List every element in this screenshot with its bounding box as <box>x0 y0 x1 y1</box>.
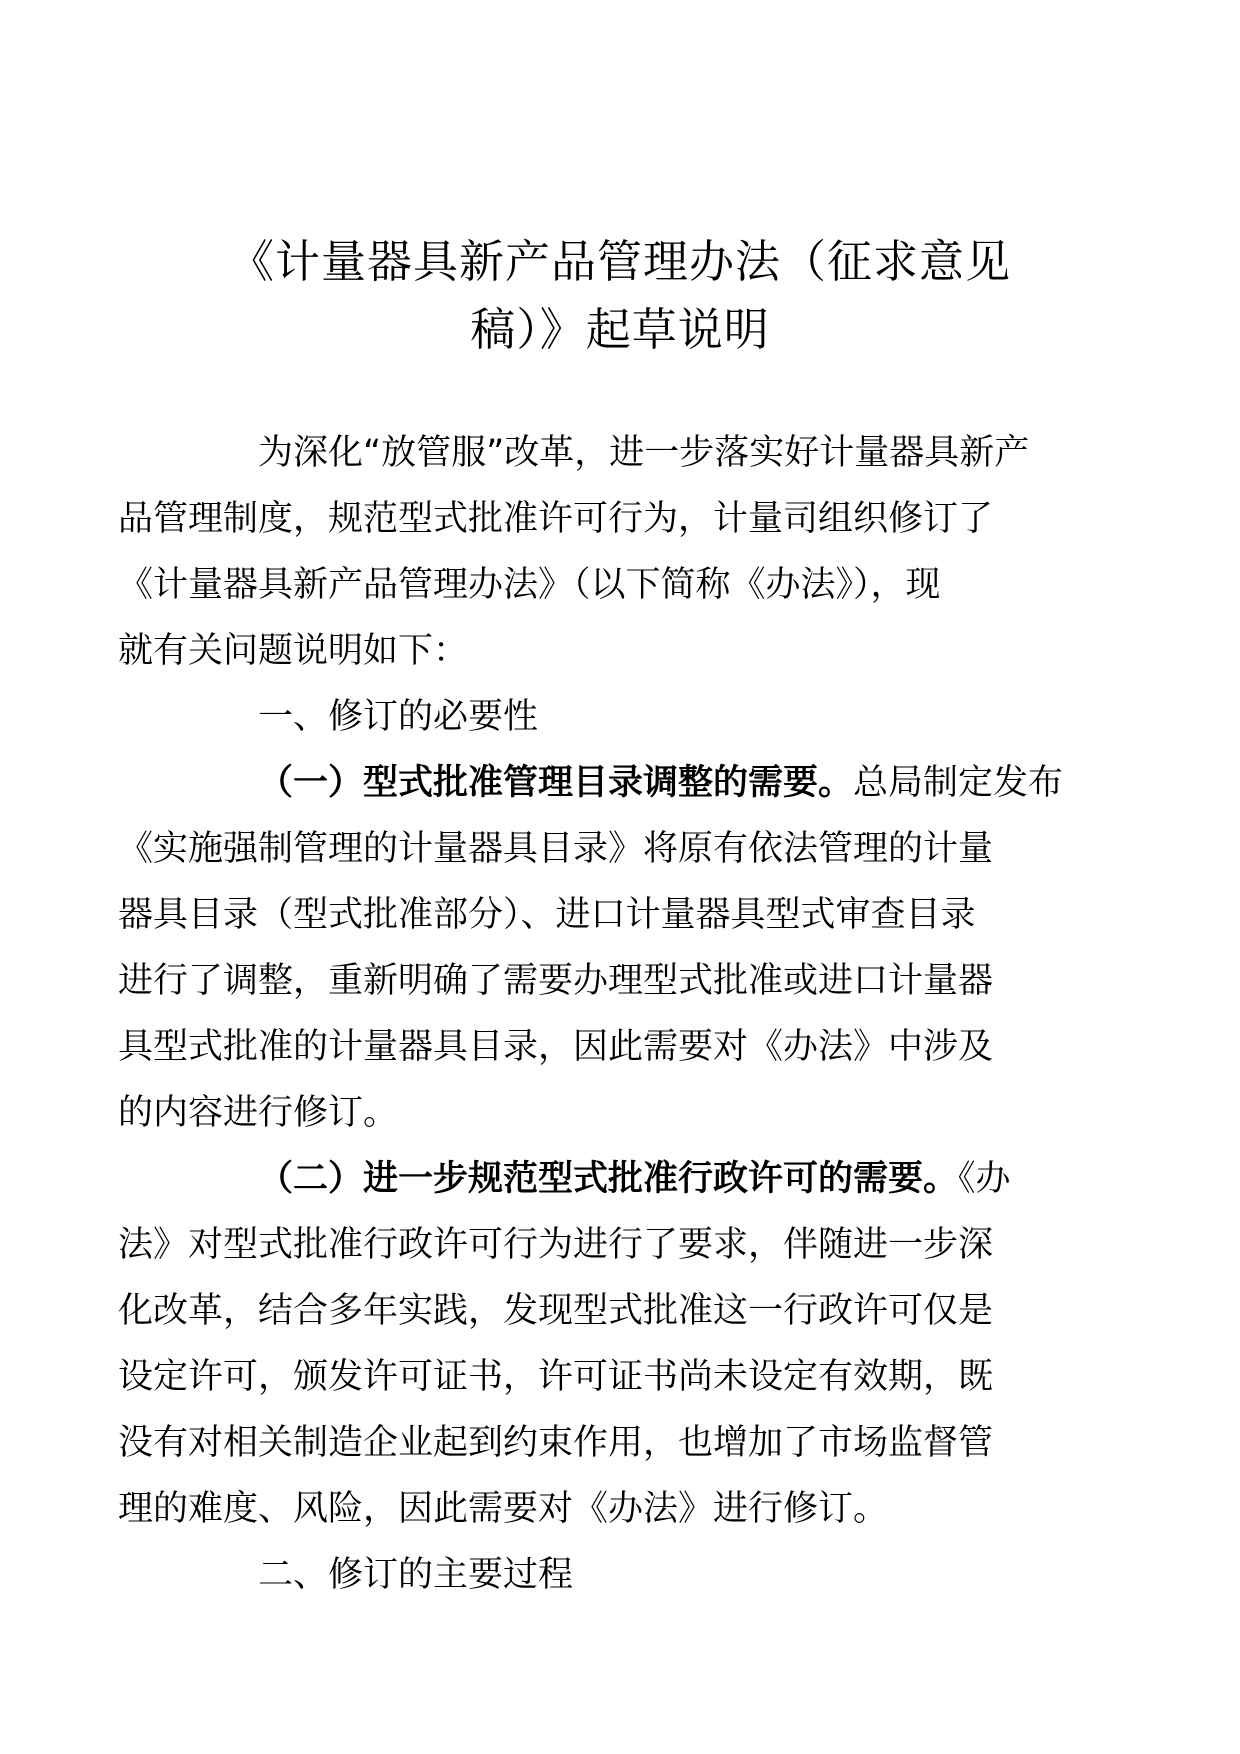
section-1-heading: 一、修订的必要性 <box>258 697 539 737</box>
intro-line: 《计量器具新产品管理办法》（以下简称《办法》），现 <box>118 565 941 605</box>
section-2-heading: 二、修订的主要过程 <box>258 1555 574 1595</box>
item-2-bold-lead: （二）进一步规范型式批准行政许可的需要。 <box>258 1159 959 1199</box>
item-2-line: 法》对型式批准行政许可行为进行了要求，伴随进一步深 <box>118 1225 994 1265</box>
title-line-2: 稿）》起草说明 <box>470 303 770 356</box>
item-1-first-line <box>188 750 1064 816</box>
item-1-bold-lead: （一）型式批准管理目录调整的需要。 <box>258 763 854 803</box>
intro-line: 为深化“放管服”改革，进一步落实好计量器具新产 <box>258 433 1030 473</box>
item-2-line: 理的难度、风险，因此需要对《办法》进行修订。 <box>118 1489 889 1529</box>
item-2-first-line-rest: 《办 <box>958 1159 1011 1199</box>
item-1-line: 进行了调整，重新明确了需要办理型式批准或进口计量器 <box>118 961 994 1001</box>
item-2-line: 没有对相关制造企业起到约束作用，也增加了市场监督管 <box>118 1423 994 1463</box>
intro-paragraph <box>118 420 1058 684</box>
item-1-paragraph <box>118 750 1064 1146</box>
intro-line: 就有关问题说明如下： <box>118 631 469 671</box>
title-line-1: 《计量器具新产品管理办法（征求意见 <box>228 235 1011 288</box>
item-1-line: 器具目录（型式批准部分）、进口计量器具型式审查目录 <box>118 895 976 935</box>
item-1-line: 具型式批准的计量器具目录，因此需要对《办法》中涉及 <box>118 1027 994 1067</box>
document-title <box>150 228 1090 364</box>
item-2-paragraph <box>118 1146 1058 1542</box>
item-1-line: 《实施强制管理的计量器具目录》将原有依法管理的计量 <box>118 829 994 869</box>
item-2-line: 设定许可，颁发许可证书，许可证书尚未设定有效期，既 <box>118 1357 994 1397</box>
item-1-first-line-rest: 总局制定发布 <box>853 763 1064 803</box>
intro-line: 品管理制度，规范型式批准许可行为，计量司组织修订了 <box>118 499 994 539</box>
item-2-line: 化改革，结合多年实践，发现型式批准这一行政许可仅是 <box>118 1291 994 1331</box>
document-body <box>118 420 1064 1608</box>
item-1-line: 的内容进行修订。 <box>118 1093 399 1133</box>
item-2-first-line <box>188 1146 1058 1212</box>
